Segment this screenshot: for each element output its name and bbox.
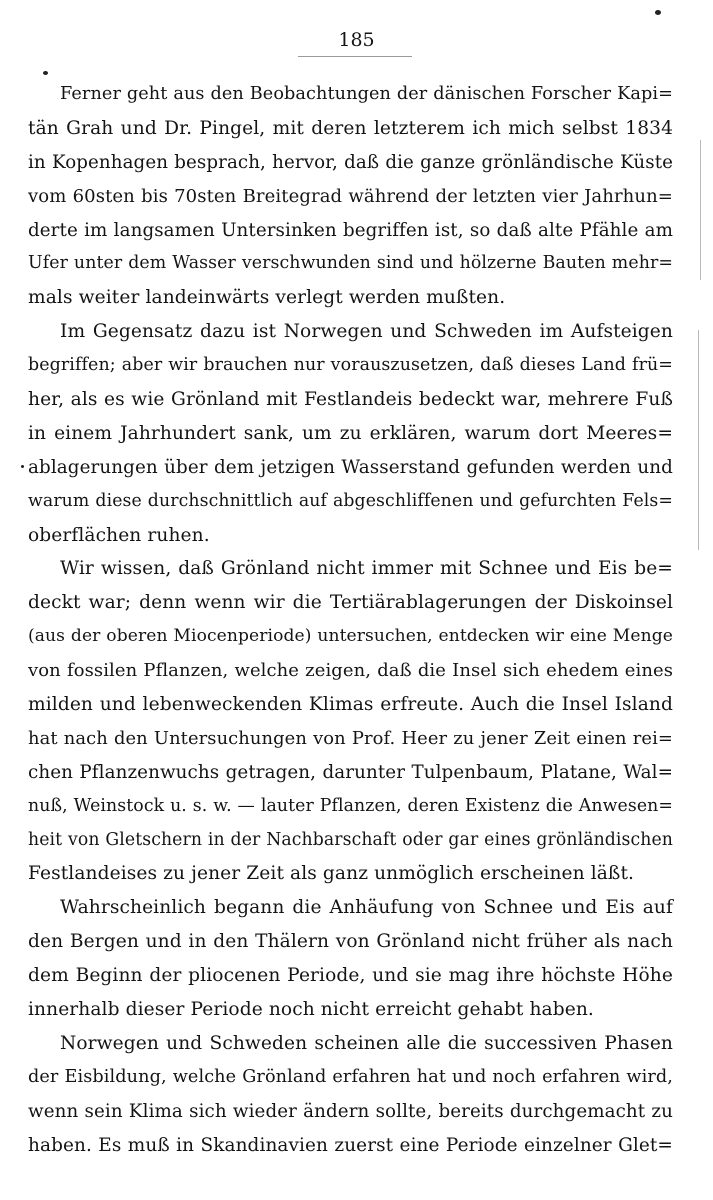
text-line: ablagerungen über dem jetzigen Wasserstand gefunden werden und bbox=[28, 456, 673, 478]
text-line: Ufer unter dem Wasser verschwunden sind und hölzerne Bauten mehr= bbox=[28, 253, 673, 274]
body-text bbox=[28, 78, 673, 1163]
margin-scan-line bbox=[698, 330, 699, 550]
text-line: Norwegen und Schweden scheinen alle die successiven Phasen bbox=[60, 1032, 673, 1054]
text-line: warum diese durchschnittlich auf abgeschliffenen und gefurchten Fels= bbox=[28, 490, 673, 511]
paragraph bbox=[28, 891, 673, 1027]
margin-scan-line bbox=[700, 140, 701, 280]
ink-speck bbox=[655, 10, 661, 15]
ink-speck bbox=[43, 71, 48, 75]
paragraph bbox=[28, 1027, 673, 1163]
text-line: begriffen; aber wir brauchen nur vorauszusetzen, daß dieses Land frü= bbox=[28, 355, 673, 376]
text-line: (aus der oberen Miocenperiode) untersuchen, entdecken wir eine Menge bbox=[28, 626, 673, 647]
text-line: vom 60sten bis 70sten Breitegrad während der letzten vier Jahrhun= bbox=[28, 185, 673, 207]
text-line: mals weiter landeinwärts verlegt werden mußten. bbox=[28, 287, 506, 309]
text-line: in Kopenhagen besprach, hervor, daß die ganze grönländische Küste bbox=[28, 151, 673, 173]
text-line: Wahrscheinlich begann die Anhäufung von Schnee und Eis auf bbox=[60, 897, 673, 919]
text-line: derte im langsamen Untersinken begriffen ist, so daß alte Pfähle am bbox=[28, 219, 673, 241]
text-line: innerhalb dieser Periode noch nicht erreicht gehabt haben. bbox=[28, 999, 594, 1021]
text-line: der Eisbildung, welche Grönland erfahren hat und noch erfahren wird, bbox=[28, 1066, 673, 1087]
text-line: haben. Es muß in Skandinavien zuerst eine Periode einzelner Glet= bbox=[28, 1134, 673, 1156]
text-line: oberflächen ruhen. bbox=[28, 524, 210, 546]
text-line: her, als es wie Grönland mit Festlandeis bedeckt war, mehrere Fuß bbox=[28, 389, 673, 411]
paragraph bbox=[28, 552, 673, 891]
page-number: 185 bbox=[338, 29, 375, 51]
text-line: hat nach den Untersuchungen von Prof. Heer zu jener Zeit einen rei= bbox=[28, 727, 673, 749]
header-rule bbox=[298, 56, 412, 57]
text-line: dem Beginn der pliocenen Periode, und sie mag ihre höchste Höhe bbox=[28, 965, 673, 987]
text-line: Festlandeises zu jener Zeit als ganz unmöglich erscheinen läßt. bbox=[28, 863, 635, 885]
paragraph bbox=[28, 315, 673, 552]
text-line: deckt war; denn wenn wir die Tertiärablagerungen der Diskoinsel bbox=[28, 592, 673, 614]
text-line: milden und lebenweckenden Klimas erfreute. Auch die Insel Island bbox=[28, 694, 673, 716]
text-line: heit von Gletschern in der Nachbarschaft oder gar eines grönländischen bbox=[28, 829, 673, 850]
text-line: den Bergen und in den Thälern von Grönland nicht früher als nach bbox=[28, 931, 673, 953]
text-line: wenn sein Klima sich wieder ändern sollte, bereits durchgemacht zu bbox=[28, 1100, 673, 1122]
text-line: chen Pflanzenwuchs getragen, darunter Tulpenbaum, Platane, Wal= bbox=[28, 761, 673, 783]
text-line: Im Gegensatz dazu ist Norwegen und Schweden im Aufsteigen bbox=[60, 321, 673, 343]
text-line: Wir wissen, daß Grönland nicht immer mit Schnee und Eis be= bbox=[60, 558, 673, 580]
text-line: Ferner geht aus den Beobachtungen der dänischen Forscher Kapi= bbox=[60, 84, 673, 104]
text-line: in einem Jahrhundert sank, um zu erklären, warum dort Meeres= bbox=[28, 422, 673, 444]
text-line: nuß, Weinstock u. s. w. — lauter Pflanzen, deren Existenz die Anwesen= bbox=[28, 795, 673, 816]
paragraph bbox=[28, 78, 673, 315]
text-line: von fossilen Pflanzen, welche zeigen, daß die Insel sich ehedem eines bbox=[28, 660, 673, 682]
ink-speck bbox=[21, 465, 24, 468]
text-line: tän Grah und Dr. Pingel, mit deren letzterem ich mich selbst 1834 bbox=[28, 117, 673, 139]
